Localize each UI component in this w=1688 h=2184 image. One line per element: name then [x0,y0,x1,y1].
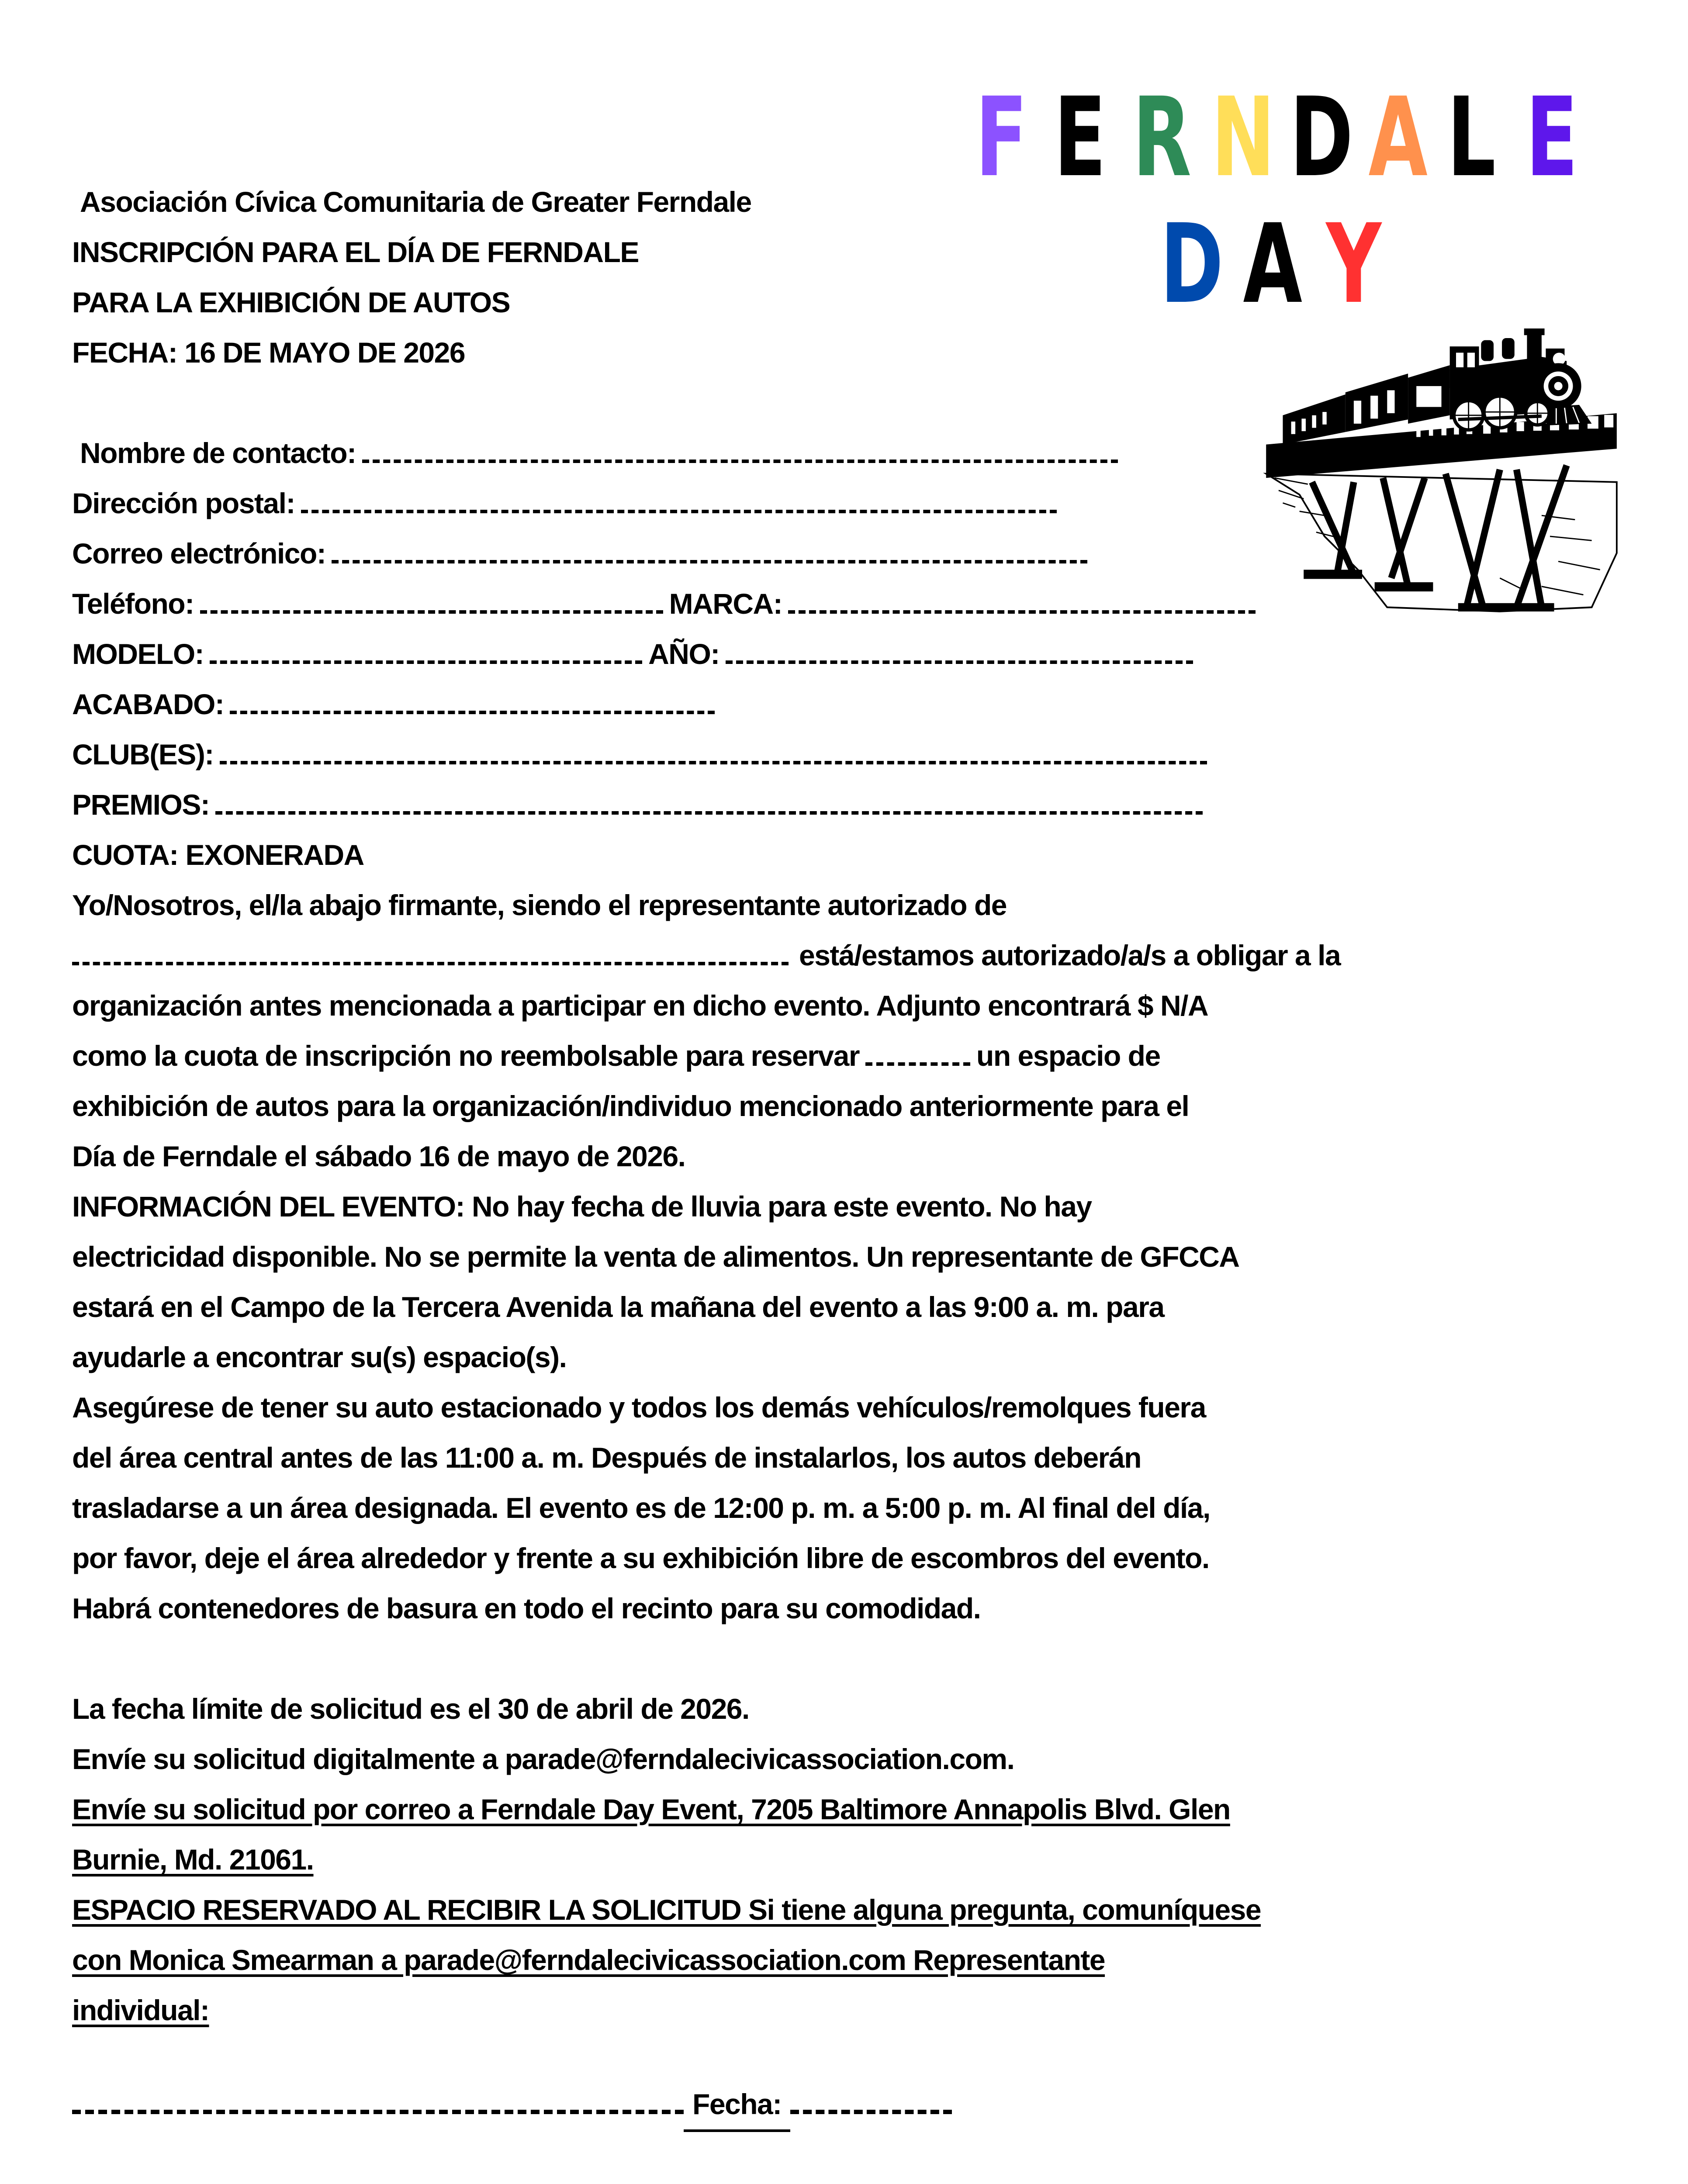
logo-day-letter-y-2: Y [1326,200,1382,328]
clubs-field[interactable] [220,739,1207,764]
awards-field[interactable] [215,789,1203,815]
make-field[interactable] [788,588,1256,614]
fee-status: CUOTA: EXONERADA [72,839,364,871]
year-field[interactable] [726,639,1193,664]
event-info-line-1: INFORMACIÓN DEL EVENTO: No hay fecha de lluvia para este evento. No hay [72,1190,1092,1223]
header-block [72,177,751,378]
clubs-row [72,729,1262,780]
reserved-notice-line-3: individual: [72,1994,209,2026]
contact-name-row [72,428,1262,478]
event-information [72,1182,1239,1634]
phone-label: Teléfono: [72,587,194,620]
logo-ferndale-letter-n-3: N [1211,74,1275,201]
spaces-count-field[interactable] [865,1040,970,1066]
agreement-line-2 [72,930,1340,981]
year-label: AÑO: [648,638,719,670]
phone-field[interactable] [200,588,663,614]
event-date: FECHA: 16 DE MAYO DE 2026 [72,336,465,369]
postal-address-label: Dirección postal: [72,487,295,519]
email-row [72,529,1262,579]
form-title-line-2: PARA LA EXHIBICIÓN DE AUTOS [72,286,510,318]
postal-address-row [72,478,1262,529]
agreement-line-4 [72,1031,1340,1081]
agreement-line-1: Yo/Nosotros, el/la abajo firmante, siendo el representante autorizado de [72,889,1007,921]
finish-row [72,679,1262,729]
mail-submission-line-1: Envíe su solicitud por correo a Ferndale Day Event, 7205 Baltimore Annapolis Blvd. Glen [72,1793,1230,1825]
event-info-line-6: del área central antes de las 11:00 a. m. Después de instalarlos, los autos deberán [72,1441,1141,1474]
logo-word-day [1149,200,1398,328]
logo-ferndale-letter-e-1: E [1054,74,1107,201]
event-info-line-5: Asegúrese de tener su auto estacionado y todos los demás vehículos/remolques fuera [72,1391,1206,1424]
email-label: Correo electrónico: [72,537,326,570]
agreement-paragraph [72,880,1340,1182]
phone-make-row [72,579,1262,629]
event-info-line-3: estará en el Campo de la Tercera Avenida la mañana del evento a las 9:00 a. m. para [72,1291,1164,1323]
organization-name: Asociación Cívica Comunitaria de Greater Ferndale [80,186,751,218]
logo-ferndale-letter-a-5: A [1368,74,1428,201]
agreement-line-2-text: está/estamos autorizado/a/s a obligar a la [799,939,1341,971]
logo-word-ferndale [965,74,1595,201]
logo-ferndale-letter-f-0: F [975,74,1028,201]
logo-day-letter-a-1: A [1243,200,1302,328]
date-field[interactable] [790,2084,952,2114]
postal-address-field[interactable] [301,488,1057,513]
logo-ferndale-letter-r-2: R [1132,74,1192,201]
submission-information [72,1684,1261,2035]
logo-day-letter-d-0: D [1160,200,1224,328]
model-year-row [72,629,1262,679]
signature-row [72,2079,952,2132]
contact-name-field[interactable] [362,438,1118,463]
reserved-notice-line-2[interactable]: con Monica Smearman a parade@ferndalecivicassociation.com Representante [72,1944,1105,1976]
event-info-line-2: electricidad disponible. No se permite la venta de alimentos. Un representante de GFCCA [72,1241,1239,1273]
make-label: MARCA: [669,587,782,620]
organization-name-field[interactable] [72,940,789,965]
form-title-line-1: INSCRIPCIÓN PARA EL DÍA DE FERNDALE [72,236,639,268]
signature-field[interactable] [72,2084,684,2114]
agreement-line-6: Día de Ferndale el sábado 16 de mayo de 2026. [72,1140,685,1172]
email-field[interactable] [332,538,1087,563]
finish-field[interactable] [230,689,715,714]
awards-label: PREMIOS: [72,788,210,821]
agreement-line-5: exhibición de autos para la organización/individuo mencionado anteriormente para el [72,1090,1189,1122]
ferndale-day-logo [965,74,1595,332]
contact-name-label: Nombre de contacto: [80,437,356,469]
smokestack [1527,332,1541,370]
logo-ferndale-letter-e-7: E [1525,74,1578,201]
event-info-line-7: trasladarse a un área designada. El evento es de 12:00 p. m. a 5:00 p. m. Al final del día, [72,1492,1210,1524]
event-info-line-9: Habrá contenedores de basura en todo el recinto para su comodidad. [72,1592,981,1624]
awards-row [72,780,1262,830]
agreement-line-4-suffix: un espacio de [976,1040,1160,1072]
digital-submission-text[interactable]: Envíe su solicitud digitalmente a parade@ferndalecivicassociation.com. [72,1743,1014,1775]
logo-ferndale-letter-d-4: D [1290,74,1353,201]
mail-submission-line-2: Burnie, Md. 21061. [72,1843,314,1876]
form-fields [72,428,1262,880]
locomotive-cab [1450,346,1479,388]
clubs-label: CLUB(ES): [72,738,214,771]
steam-train-on-trestle-bridge-icon [1249,319,1625,620]
event-info-line-4: ayudarle a encontrar su(s) espacio(s). [72,1341,567,1373]
reserved-notice-line-1: ESPACIO RESERVADO AL RECIBIR LA SOLICITUD Si tiene alguna pregunta, comuníquese [72,1894,1261,1926]
logo-ferndale-letter-l-6: L [1447,74,1496,201]
model-label: MODELO: [72,638,204,670]
model-field[interactable] [210,639,642,664]
deadline-text: La fecha límite de solicitud es el 30 de abril de 2026. [72,1693,749,1725]
agreement-line-4-text: como la cuota de inscripción no reembolsable para reservar [72,1040,860,1072]
date-label: Fecha: [684,2079,790,2132]
event-info-line-8: por favor, deje el área alrededor y frente a su exhibición libre de escombros del evento. [72,1542,1209,1574]
finish-label: ACABADO: [72,688,224,720]
agreement-line-3: organización antes mencionada a participar en dicho evento. Adjunto encontrará $ N/A [72,989,1208,1022]
